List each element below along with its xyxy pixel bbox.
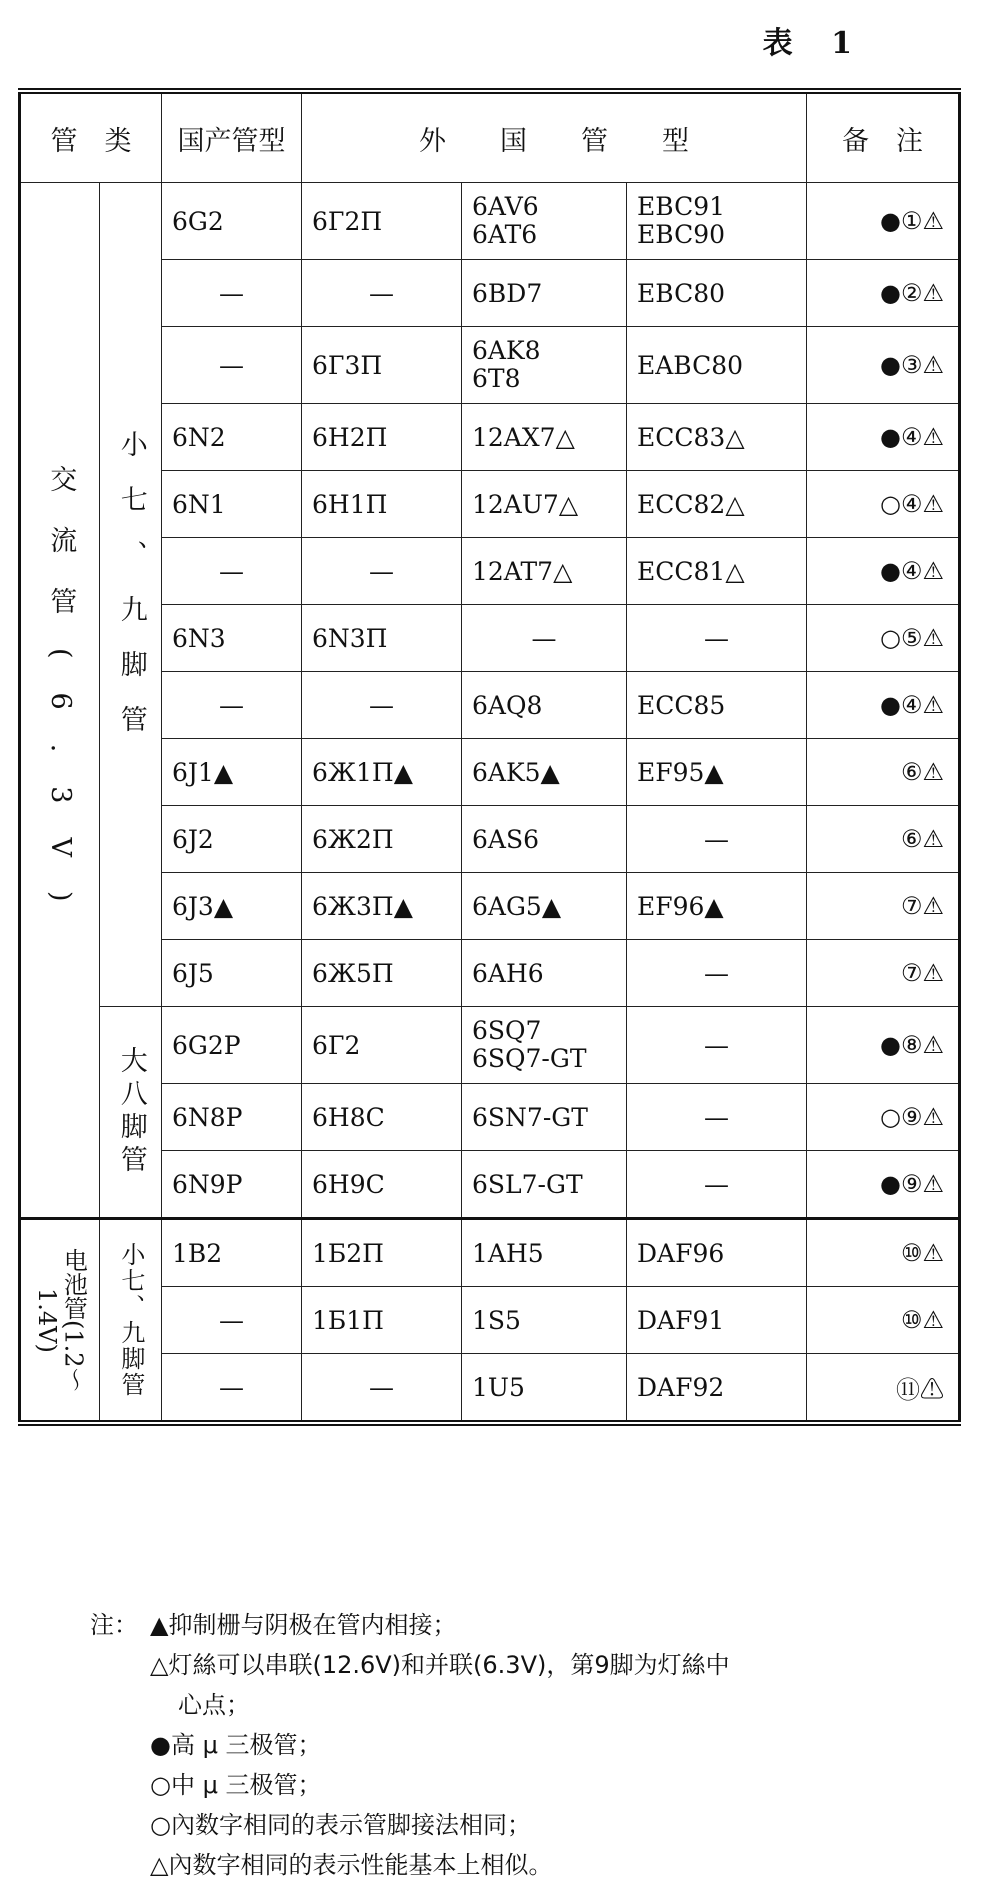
foreign-type-european-cell: — (627, 1151, 807, 1219)
foreign-type-american-cell: 1AH5 (462, 1219, 627, 1287)
foreign-type-american-cell: 6BD7 (462, 260, 627, 327)
table-row (20, 183, 960, 260)
foreign-type-soviet-cell: 6Ж2П (302, 806, 462, 873)
foreign-type-european-cell: ECC83△ (627, 404, 807, 471)
foreign-type-european-cell: EBC91 EBC90 (627, 183, 807, 260)
note-same-pinout: ○內数字相同的表示管脚接法相同； (150, 1811, 531, 1839)
foreign-type-soviet-cell: 1Б2П (302, 1219, 462, 1287)
tube-table (18, 88, 961, 1426)
table-row (20, 1219, 960, 1287)
domestic-type-cell: 6J2 (162, 806, 302, 873)
domestic-type-cell: 6J1▲ (162, 739, 302, 806)
subcategory-cell (100, 1219, 162, 1424)
foreign-type-european-cell: EF95▲ (627, 739, 807, 806)
foreign-type-european-cell: — (627, 1084, 807, 1151)
note-filament-center-tap: 心点； (178, 1691, 250, 1719)
foreign-type-american-cell: 1U5 (462, 1354, 627, 1424)
subcategory-label: 小七、九脚管 (116, 1242, 145, 1398)
remark-cell: ○⑨⚠ (807, 1084, 960, 1151)
subcategory-label: 大八脚管 (115, 1046, 147, 1178)
header-tube-category: 管 类 (20, 91, 162, 183)
remark-cell: ●⑨⚠ (807, 1151, 960, 1219)
foreign-type-european-cell: DAF96 (627, 1219, 807, 1287)
foreign-type-soviet-cell: 6H9C (302, 1151, 462, 1219)
domestic-type-cell: 6N8P (162, 1084, 302, 1151)
foreign-type-american-cell: 6AG5▲ (462, 873, 627, 940)
foreign-type-soviet-cell: — (302, 260, 462, 327)
remark-cell: ●⑧⚠ (807, 1007, 960, 1084)
table-body (20, 183, 960, 1424)
foreign-type-soviet-cell: 6H2П (302, 404, 462, 471)
header-remarks: 备 注 (807, 91, 960, 183)
remark-cell: ⑦⚠ (807, 873, 960, 940)
foreign-type-american-cell: 6AK8 6T8 (462, 327, 627, 404)
tube-table-container (18, 88, 958, 1426)
foreign-type-american-cell: 6AQ8 (462, 672, 627, 739)
foreign-type-soviet-cell: 6Г3П (302, 327, 462, 404)
domestic-type-cell: 6N3 (162, 605, 302, 672)
remark-cell: ●②⚠ (807, 260, 960, 327)
remark-cell: ⑩⚠ (807, 1219, 960, 1287)
foreign-type-european-cell: ECC85 (627, 672, 807, 739)
domestic-type-cell: — (162, 1287, 302, 1354)
foreign-type-european-cell: — (627, 1007, 807, 1084)
domestic-type-cell: — (162, 1354, 302, 1424)
remark-cell: ○④⚠ (807, 471, 960, 538)
foreign-type-american-cell: 12AX7△ (462, 404, 627, 471)
note-suppressor-grid: ▲抑制栅与阴极在管内相接； (150, 1611, 457, 1639)
subcategory-cell (100, 183, 162, 1007)
foreign-type-american-cell: 6AH6 (462, 940, 627, 1007)
remark-cell: ●④⚠ (807, 538, 960, 605)
foreign-type-soviet-cell: 6H8C (302, 1084, 462, 1151)
remark-cell: ●④⚠ (807, 672, 960, 739)
header-domestic-type: 国产管型 (162, 91, 302, 183)
note-filament-series-parallel: △灯絲可以串联(12.6V)和并联(6.3V)，第9脚为灯絲中 (150, 1651, 730, 1679)
table-title: 表 1 (762, 26, 866, 61)
remark-cell: ○⑤⚠ (807, 605, 960, 672)
foreign-type-american-cell: 6AV6 6AT6 (462, 183, 627, 260)
foreign-type-soviet-cell: 6N3П (302, 605, 462, 672)
foreign-type-european-cell: DAF91 (627, 1287, 807, 1354)
foreign-type-european-cell: ECC82△ (627, 471, 807, 538)
domestic-type-cell: 6G2 (162, 183, 302, 260)
foreign-type-american-cell: 6AS6 (462, 806, 627, 873)
domestic-type-cell: 1B2 (162, 1219, 302, 1287)
foreign-type-american-cell: 12AT7△ (462, 538, 627, 605)
foreign-type-european-cell: EABC80 (627, 327, 807, 404)
subcategory-cell (100, 1007, 162, 1219)
notes-label: 注： (90, 1611, 138, 1639)
category-label: 交流管(6.3V) (45, 464, 77, 936)
category-cell (20, 1219, 100, 1424)
remark-cell: ⑥⚠ (807, 806, 960, 873)
foreign-type-soviet-cell: 6Ж3П▲ (302, 873, 462, 940)
foreign-type-soviet-cell: 6Г2П (302, 183, 462, 260)
domestic-type-cell: 6J3▲ (162, 873, 302, 940)
foreign-type-american-cell: 6SQ7 6SQ7-GT (462, 1007, 627, 1084)
foreign-type-soviet-cell: 6Ж1П▲ (302, 739, 462, 806)
remark-cell: ⑥⚠ (807, 739, 960, 806)
foreign-type-european-cell: — (627, 940, 807, 1007)
domestic-type-cell: 6G2P (162, 1007, 302, 1084)
domestic-type-cell: 6J5 (162, 940, 302, 1007)
foreign-type-european-cell: DAF92 (627, 1354, 807, 1424)
category-label: 电池管(1.2～1.4V) (33, 1248, 88, 1392)
subcategory-label: 小七、九脚管 (115, 429, 147, 760)
foreign-type-american-cell: 12AU7△ (462, 471, 627, 538)
foreign-type-soviet-cell: 6Ж5П (302, 940, 462, 1007)
remark-cell: ⑪⚠ (807, 1354, 960, 1424)
domestic-type-cell: — (162, 260, 302, 327)
foreign-type-european-cell: ECC81△ (627, 538, 807, 605)
remark-cell: ●④⚠ (807, 404, 960, 471)
domestic-type-cell: 6N1 (162, 471, 302, 538)
foreign-type-american-cell: 6SL7-GT (462, 1151, 627, 1219)
note-similar-performance: △內数字相同的表示性能基本上相似。 (150, 1851, 553, 1879)
domestic-type-cell: 6N9P (162, 1151, 302, 1219)
remark-cell: ⑦⚠ (807, 940, 960, 1007)
header-foreign-type: 外 国 管 型 (302, 91, 807, 183)
remark-cell: ⑩⚠ (807, 1287, 960, 1354)
footnotes (90, 1605, 960, 1885)
domestic-type-cell: 6N2 (162, 404, 302, 471)
foreign-type-soviet-cell: — (302, 1354, 462, 1424)
table-row (20, 1007, 960, 1084)
note-medium-mu-triode: ○中 μ 三极管； (150, 1771, 322, 1799)
foreign-type-soviet-cell: 1Б1П (302, 1287, 462, 1354)
foreign-type-soviet-cell: — (302, 538, 462, 605)
foreign-type-soviet-cell: — (302, 672, 462, 739)
domestic-type-cell: — (162, 672, 302, 739)
domestic-type-cell: — (162, 327, 302, 404)
remark-cell: ●③⚠ (807, 327, 960, 404)
foreign-type-american-cell: — (462, 605, 627, 672)
foreign-type-soviet-cell: 6H1П (302, 471, 462, 538)
foreign-type-american-cell: 1S5 (462, 1287, 627, 1354)
remark-cell: ●①⚠ (807, 183, 960, 260)
foreign-type-european-cell: — (627, 806, 807, 873)
foreign-type-european-cell: EBC80 (627, 260, 807, 327)
category-cell (20, 183, 100, 1219)
foreign-type-american-cell: 6SN7-GT (462, 1084, 627, 1151)
foreign-type-american-cell: 6AK5▲ (462, 739, 627, 806)
note-high-mu-triode: ●高 μ 三极管； (150, 1731, 322, 1759)
foreign-type-european-cell: — (627, 605, 807, 672)
foreign-type-soviet-cell: 6Г2 (302, 1007, 462, 1084)
domestic-type-cell: — (162, 538, 302, 605)
foreign-type-european-cell: EF96▲ (627, 873, 807, 940)
